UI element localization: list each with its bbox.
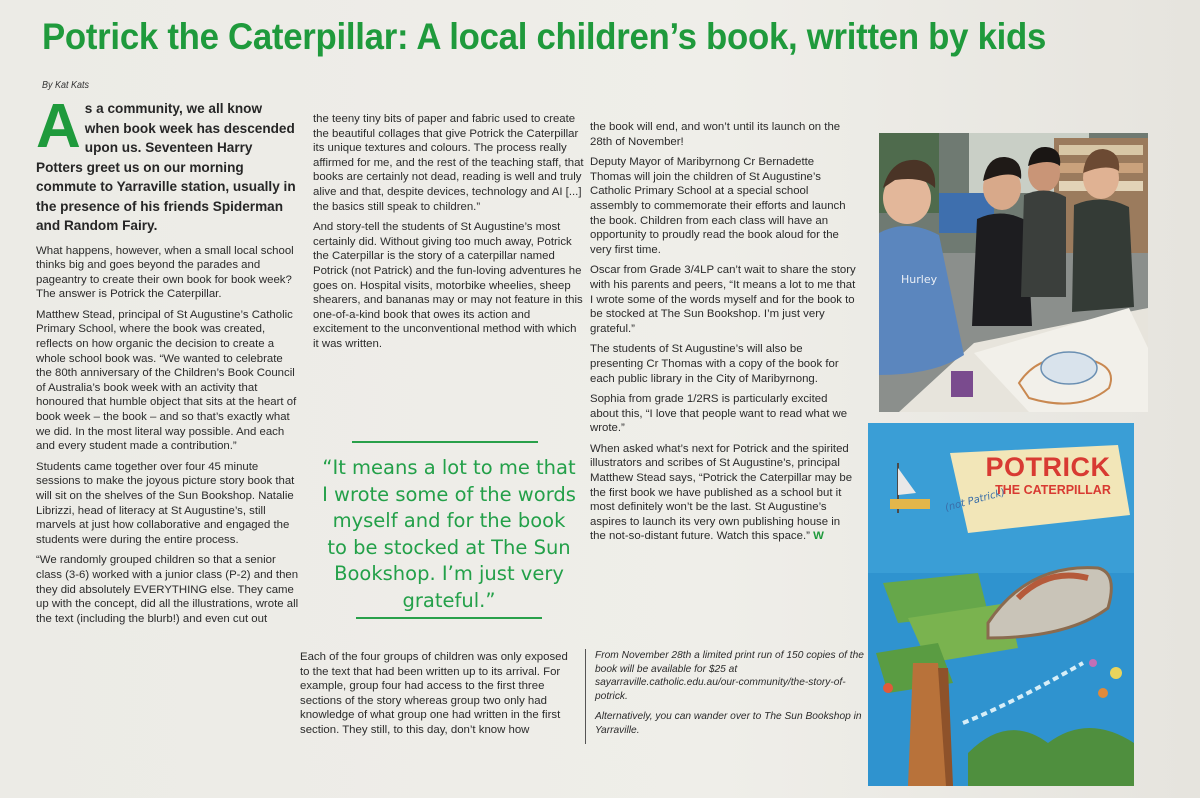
- info-box: [585, 649, 865, 744]
- lead-paragraph: [36, 92, 300, 236]
- closing-paragraph: [590, 442, 858, 544]
- headline: Potrick the Caterpillar: A local children’s book, written by kids: [42, 16, 1047, 57]
- info-text: Alternatively, you can wander over to The Sun Bookshop in Yarraville.: [595, 711, 862, 736]
- paragraph: the teeny tiny bits of paper and fabric used to create the beautiful collages that give Potrick the Caterpillar its unique textures and colours. The process really affirmed for me, and the rest of the teaching staff, that books are certainly not dead, reading is well and truly alive and that, despite devices, technology and AI [...] the basics still speak to children.”: [313, 113, 584, 213]
- classroom-photo-image: [879, 133, 1148, 412]
- paragraph: Students came together over four 45 minute sessions to make the joyous picture story book that will sit on the shelves of the Sun Bookshop. Natalie Librizzi, head of literacy at St Augustine’s, still marvels at just how collaborative and engaged the students were during the entire process.: [36, 460, 295, 546]
- paragraph-text: When asked what’s next for Potrick and the spirited illustrators and scribes of St Augustine’s, principal Matthew Stead says, “Potrick the Caterpillar may be the first book we have published as a school but it most definitely won’t be the last. St Augustine’s aspires to launch its very own publishing house in the not-so-distant future. Watch this space.”: [590, 442, 853, 543]
- paragraph: Deputy Mayor of Maribyrnong Cr Bernadette Thomas will join the children of St Augustine’s Catholic Primary School at a special school assembly to commemorate their efforts and launch the book. Children from each class will have an opportunity to proudly read the book aloud for the very first time.: [590, 156, 846, 256]
- article-column-2: [313, 112, 585, 358]
- paragraph: the book will end, and won’t until its launch on the 28th of November!: [590, 121, 841, 148]
- paragraph: Each of the four groups of children was only exposed to the text that had been written up to its arrival. For example, group four had access to the first three sections of the story whereas group two only had knowledge of what group one had written in the first section. They still, to this day, don’t know how: [300, 651, 568, 736]
- article-column-3: [590, 120, 858, 550]
- drop-cap: A: [36, 92, 81, 161]
- cover-title-main: POTRICK: [985, 452, 1111, 482]
- hoodie-print: Hurley: [901, 273, 938, 286]
- paragraph: What happens, however, when a small local school thinks big and goes beyond the parades and pageantry to create their own book for book week? The answer is Potrick the Caterpillar.: [36, 244, 294, 301]
- cover-scribble: (not Patrick): [943, 487, 1007, 514]
- students-photo: [879, 133, 1148, 412]
- pullquote-rule-bottom: [356, 617, 542, 619]
- info-text: From November 28th a limited print run of 150 copies of the book will be available for $25 at sayarraville.catholic.edu.au/our-community/the-story-of-potrick.: [595, 650, 864, 702]
- end-mark-icon: W: [813, 530, 824, 543]
- book-cover-title: [968, 452, 1128, 498]
- paragraph: Sophia from grade 1/2RS is particularly excited about this, “I love that people want to read what we wrote.”: [590, 393, 848, 435]
- pull-quote: “It means a lot to me that I wrote some of the words myself and for the book to be stocked at The Sun Bookshop. I’m just very grateful.”: [322, 456, 576, 612]
- cover-title-sub: THE CATERPILLAR: [995, 483, 1111, 497]
- paragraph: Matthew Stead, principal of St Augustine’s Catholic Primary School, where the book was created, reflects on how organic the decision to create a whole school book was. “We wanted to celebrate the 80th anniversary of the Children’s Book Council of Australia’s book week with an activity that honoured that humble object that sits at the heart of book week – the book – and so that’s exactly what we did. In the most literal way possible. And each and every student made a contribution.”: [36, 308, 297, 453]
- article-column-1: [36, 92, 300, 632]
- paragraph: And story-tell the students of St Augustine’s most certainly did. Without giving too much away, Potrick the Caterpillar is the story of a caterpillar named Potrick (not Patrick) and the fun-loving adventures he goes on. Hospital visits, motorbike wheelies, sheep shearers, and bananas may or may not feature in this one-of-a-kind book that owes its action and excitement to the unconventional method with which it was written.: [313, 221, 583, 350]
- byline: By Kat Kats: [42, 80, 90, 91]
- paragraph: Oscar from Grade 3/4LP can’t wait to share the story with his parents and peers, “It means a lot to me that I wrote some of the words myself and for the book to be stocked at The Sun Bookshop. I’m just very grateful.”: [590, 264, 856, 335]
- paragraph: “We randomly grouped children so that a senior class (3-6) worked with a junior class (P-2) and then they did absolutely EVERYTHING else. They came up with the concept, did all the illustrations, wrote all the text (including the blurb!) and even cut out: [36, 554, 299, 625]
- paragraph: The students of St Augustine’s will also be presenting Cr Thomas with a copy of the book for each public library in the City of Maribyrnong.: [590, 343, 839, 385]
- lead-text: s a community, we all know when book week has descended upon us. Seventeen Harry Potters greet us on our morning commute to Yarraville station, usually in the presence of his friends Spiderman and Random Fairy.: [36, 101, 296, 233]
- article-column-2-bottom: [300, 650, 570, 744]
- pullquote-rule-top: [352, 441, 538, 443]
